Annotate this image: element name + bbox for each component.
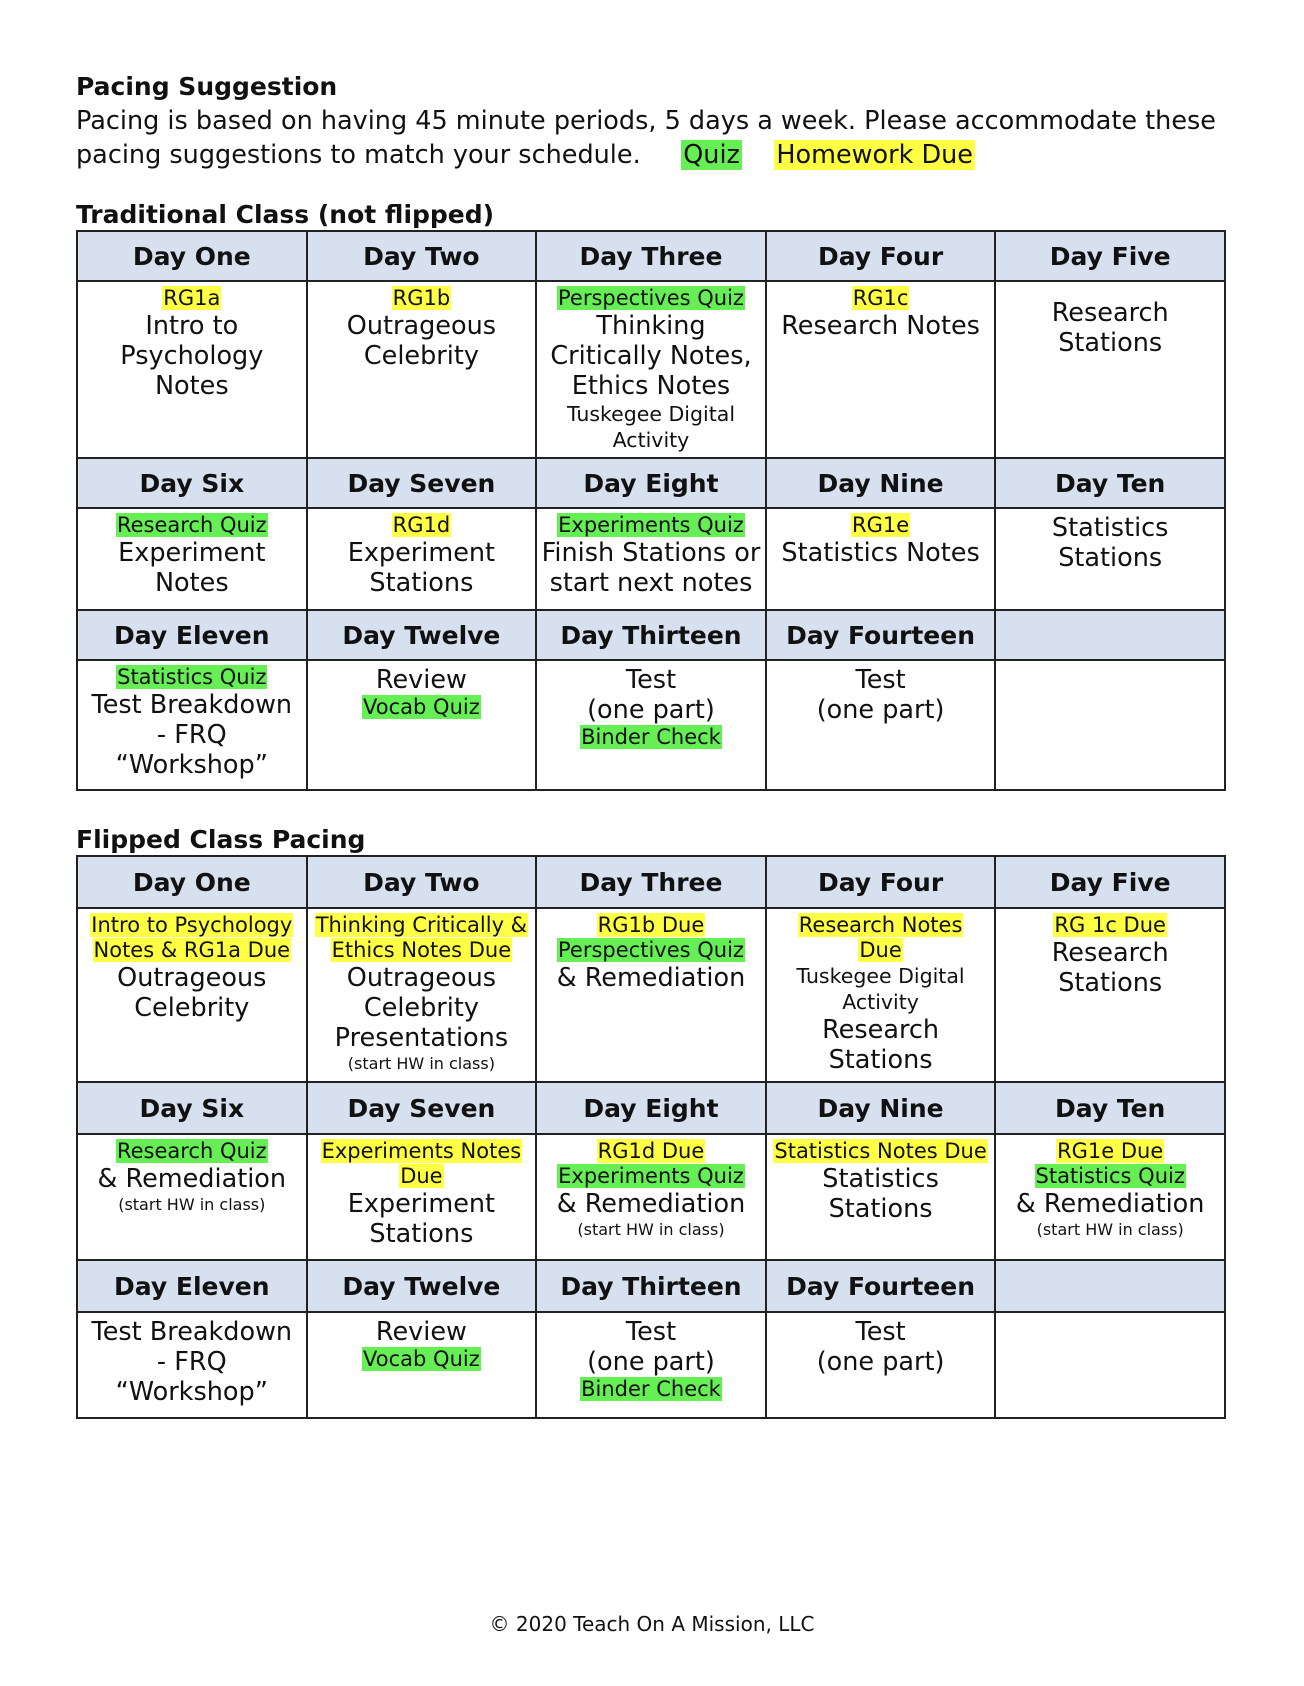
quiz-highlight-line [541, 938, 761, 963]
activity-line: (start HW in class) [577, 1220, 725, 1239]
quiz-highlight-line [82, 665, 302, 690]
day-header-cell: Day Two [307, 231, 537, 281]
quiz-highlight-line [82, 1139, 302, 1164]
traditional-class-section [76, 200, 1226, 791]
homework-due-label: Thinking Critically & [315, 913, 528, 937]
quiz-highlight-line [541, 725, 761, 750]
activity-line: - FRQ [156, 720, 227, 750]
activity-line: Activity [842, 990, 919, 1014]
page-heading: Pacing Suggestion [76, 72, 338, 101]
day-content-cell [536, 908, 766, 1082]
day-content-cell [995, 508, 1225, 610]
flipped-class-section [76, 825, 1226, 1419]
activity-line: Experiment [118, 538, 266, 568]
day-header-row [77, 458, 1225, 508]
activity-line: Test [625, 1317, 677, 1347]
day-header-cell: Day Seven [307, 1082, 537, 1134]
activity-line: & Remediation [97, 1164, 287, 1194]
legend-quiz: Quiz [683, 140, 740, 170]
day-header-cell: Day Five [995, 231, 1225, 281]
day-header-row [77, 610, 1225, 660]
day-header-cell [995, 610, 1225, 660]
day-content-cell [307, 508, 537, 610]
quiz-label: Vocab Quiz [363, 1347, 480, 1371]
day-content-cell [766, 281, 996, 458]
activity-line: Celebrity [363, 341, 479, 371]
homework-highlight-line [312, 286, 532, 311]
day-content-row [77, 281, 1225, 458]
quiz-highlight-line [312, 1347, 532, 1372]
day-content-cell [77, 508, 307, 610]
quiz-highlight-line [541, 513, 761, 538]
homework-highlight-line [312, 938, 532, 963]
copyright-footer: © 2020 Teach On A Mission, LLC [489, 1612, 815, 1636]
day-header-cell: Day Twelve [307, 1260, 537, 1312]
homework-highlight-line [771, 938, 991, 963]
homework-highlight-line [771, 286, 991, 311]
day-content-cell [536, 1134, 766, 1260]
intro-line-2-text: pacing suggestions to match your schedule. [76, 140, 641, 170]
day-content-cell [307, 1134, 537, 1260]
day-content-cell [536, 508, 766, 610]
activity-line: Tuskegee Digital [796, 964, 965, 988]
quiz-label: Research Quiz [116, 513, 267, 537]
day-header-row [77, 1082, 1225, 1134]
day-header-cell: Day Four [766, 856, 996, 908]
homework-highlight-line [312, 1164, 532, 1189]
day-content-cell [766, 1134, 996, 1260]
quiz-label: Binder Check [581, 725, 721, 749]
day-content-row [77, 908, 1225, 1082]
homework-due-label: RG1e Due [1057, 1139, 1164, 1163]
homework-due-label: RG1d [392, 513, 451, 537]
quiz-highlight-line [541, 286, 761, 311]
homework-due-label: RG1c [852, 286, 909, 310]
day-header-cell: Day Seven [307, 458, 537, 508]
activity-line: Stations [828, 1045, 933, 1075]
activity-line: Review [375, 1317, 467, 1347]
activity-line: Outrageous [117, 963, 267, 993]
day-content-row [77, 1312, 1225, 1418]
intro-line-2 [76, 138, 1226, 172]
day-content-cell [536, 660, 766, 790]
homework-highlight-line [82, 913, 302, 938]
day-content-cell [77, 1312, 307, 1418]
activity-line: Experiment [347, 1189, 496, 1219]
day-header-cell: Day Three [536, 231, 766, 281]
activity-line: Test [625, 665, 677, 695]
day-header-cell: Day Fourteen [766, 1260, 996, 1312]
activity-line: - FRQ [156, 1347, 227, 1377]
activity-line: Research [1051, 938, 1169, 968]
day-content-cell [307, 281, 537, 458]
quiz-label: Binder Check [581, 1377, 721, 1401]
day-content-cell [766, 1312, 996, 1418]
activity-line: “Workshop” [115, 750, 268, 780]
homework-highlight-line [771, 513, 991, 538]
homework-highlight-line [82, 286, 302, 311]
activity-line: Stations [369, 568, 474, 598]
homework-due-label: Intro to Psychology [91, 913, 293, 937]
day-header-cell: Day One [77, 856, 307, 908]
legend-homework-due: Homework Due [776, 140, 973, 170]
homework-highlight-line [1000, 913, 1220, 938]
day-content-cell [766, 660, 996, 790]
day-content-row [77, 508, 1225, 610]
activity-line: Research [822, 1015, 940, 1045]
activity-line: Statistics Notes [781, 538, 980, 568]
day-content-cell [766, 508, 996, 610]
day-content-row [77, 660, 1225, 790]
day-header-cell: Day Eleven [77, 610, 307, 660]
day-header-cell: Day Four [766, 231, 996, 281]
quiz-label: Perspectives Quiz [558, 938, 744, 962]
homework-due-label: RG 1c Due [1054, 913, 1166, 937]
homework-due-label: RG1d Due [597, 1139, 705, 1163]
day-header-cell: Day Eight [536, 1082, 766, 1134]
homework-highlight-line [312, 913, 532, 938]
homework-due-label: RG1a [163, 286, 221, 310]
activity-line: start next notes [549, 568, 753, 598]
activity-line: Statistics Stations [1051, 513, 1169, 573]
activity-line: Notes [154, 371, 229, 401]
quiz-highlight-line [82, 513, 302, 538]
homework-highlight-line [771, 913, 991, 938]
day-content-cell [77, 908, 307, 1082]
homework-due-label: Ethics Notes Due [331, 938, 512, 962]
activity-line: Review [375, 665, 467, 695]
homework-due-label: RG1e [852, 513, 910, 537]
activity-line: Research Notes [781, 311, 980, 341]
activity-line: (start HW in class) [347, 1054, 495, 1073]
activity-line: Tuskegee Digital [566, 402, 736, 426]
quiz-label: Experiments Quiz [558, 1164, 744, 1188]
homework-due-label: Due [859, 938, 902, 962]
document-page [76, 70, 1226, 1419]
activity-line: Intro to [145, 311, 239, 341]
activity-line: (one part) [587, 695, 715, 725]
homework-due-label: Due [400, 1164, 443, 1188]
day-header-cell: Day Six [77, 1082, 307, 1134]
activity-line: (start HW in class) [118, 1195, 266, 1214]
day-header-cell: Day Five [995, 856, 1225, 908]
activity-line: (one part) [816, 695, 945, 725]
activity-line: Celebrity [134, 993, 250, 1023]
quiz-highlight-line [1000, 1164, 1220, 1189]
day-header-cell: Day Fourteen [766, 610, 996, 660]
day-header-cell: Day Ten [995, 1082, 1225, 1134]
day-header-cell: Day Thirteen [536, 1260, 766, 1312]
day-content-cell [995, 1134, 1225, 1260]
day-content-cell [77, 281, 307, 458]
day-content-cell [995, 660, 1225, 790]
homework-due-label: Notes & RG1a Due [93, 938, 291, 962]
day-header-cell [995, 1260, 1225, 1312]
activity-line: Ethics Notes [571, 371, 731, 401]
activity-line: (one part) [816, 1347, 945, 1377]
day-header-cell: Day Twelve [307, 610, 537, 660]
activity-line: Test Breakdown [91, 690, 293, 720]
quiz-label: Statistics Quiz [117, 665, 267, 689]
activity-line: Activity [612, 428, 690, 452]
quiz-label: Experiments Quiz [558, 513, 744, 537]
day-header-cell: Day Thirteen [536, 610, 766, 660]
homework-due-label: Research Notes [798, 913, 963, 937]
day-header-cell: Day Ten [995, 458, 1225, 508]
activity-line: Test [855, 665, 906, 695]
day-header-cell: Day Three [536, 856, 766, 908]
homework-highlight-line [1000, 1139, 1220, 1164]
day-content-cell [995, 281, 1225, 458]
activity-line: & Remediation [556, 1189, 746, 1219]
section-title: Traditional Class (not flipped) [76, 200, 495, 229]
homework-highlight-line [541, 913, 761, 938]
homework-highlight-line [82, 938, 302, 963]
quiz-label: Vocab Quiz [363, 695, 480, 719]
activity-line: Presentations [334, 1023, 509, 1053]
quiz-label: Perspectives Quiz [558, 286, 744, 310]
activity-line: (start HW in class) [1036, 1220, 1184, 1239]
day-header-cell: Day Two [307, 856, 537, 908]
day-content-cell [536, 1312, 766, 1418]
activity-line: Outrageous [346, 963, 497, 993]
day-header-row [77, 1260, 1225, 1312]
quiz-highlight-line [312, 695, 532, 720]
activity-line: Outrageous [346, 311, 497, 341]
pacing-table [76, 855, 1226, 1419]
homework-due-label: RG1b Due [597, 913, 705, 937]
homework-highlight-line [312, 513, 532, 538]
day-content-cell [307, 908, 537, 1082]
homework-due-label: RG1b [392, 286, 451, 310]
activity-line: Critically Notes, [550, 341, 752, 371]
quiz-highlight-line [541, 1164, 761, 1189]
quiz-label: Research Quiz [116, 1139, 267, 1163]
activity-line: Notes [154, 568, 229, 598]
activity-line: Finish Stations or [541, 538, 761, 568]
activity-line: Test [855, 1317, 906, 1347]
activity-line: Stations [1058, 968, 1163, 998]
day-content-cell [307, 660, 537, 790]
activity-line: Test Breakdown [91, 1317, 293, 1347]
activity-line: & Remediation [556, 963, 746, 993]
activity-line: Celebrity [363, 993, 479, 1023]
day-content-cell [766, 908, 996, 1082]
activity-line: Experiment [347, 538, 496, 568]
quiz-label: Statistics Quiz [1035, 1164, 1185, 1188]
day-content-cell [77, 1134, 307, 1260]
quiz-highlight-line [541, 1377, 761, 1402]
day-header-cell: Day Eleven [77, 1260, 307, 1312]
homework-due-label: Experiments Notes [321, 1139, 522, 1163]
day-header-cell: Day Eight [536, 458, 766, 508]
activity-line: Thinking [596, 311, 706, 341]
activity-line: (one part) [587, 1347, 715, 1377]
day-content-cell [536, 281, 766, 458]
homework-due-label: Statistics Notes Due [774, 1139, 987, 1163]
homework-highlight-line [771, 1139, 991, 1164]
day-header-cell: Day Nine [766, 1082, 996, 1134]
activity-line: Research [1051, 298, 1169, 328]
day-content-cell [77, 660, 307, 790]
day-content-cell [995, 1312, 1225, 1418]
day-content-cell [995, 908, 1225, 1082]
pacing-table [76, 230, 1226, 791]
intro-line-1: Pacing is based on having 45 minute periods, 5 days a week. Please accommodate these [76, 106, 1216, 136]
day-content-cell [307, 1312, 537, 1418]
activity-line: “Workshop” [115, 1377, 268, 1407]
activity-line: & Remediation [1015, 1189, 1205, 1219]
activity-line: Statistics Stations [822, 1164, 939, 1224]
homework-highlight-line [312, 1139, 532, 1164]
day-content-row [77, 1134, 1225, 1260]
activity-line: Stations [1058, 328, 1163, 358]
day-header-row [77, 856, 1225, 908]
day-header-cell: Day Six [77, 458, 307, 508]
day-header-cell: Day Nine [766, 458, 996, 508]
section-title: Flipped Class Pacing [76, 825, 366, 854]
day-header-row [77, 231, 1225, 281]
activity-line: Stations [369, 1219, 474, 1249]
activity-line: Psychology [120, 341, 264, 371]
homework-highlight-line [541, 1139, 761, 1164]
day-header-cell: Day One [77, 231, 307, 281]
